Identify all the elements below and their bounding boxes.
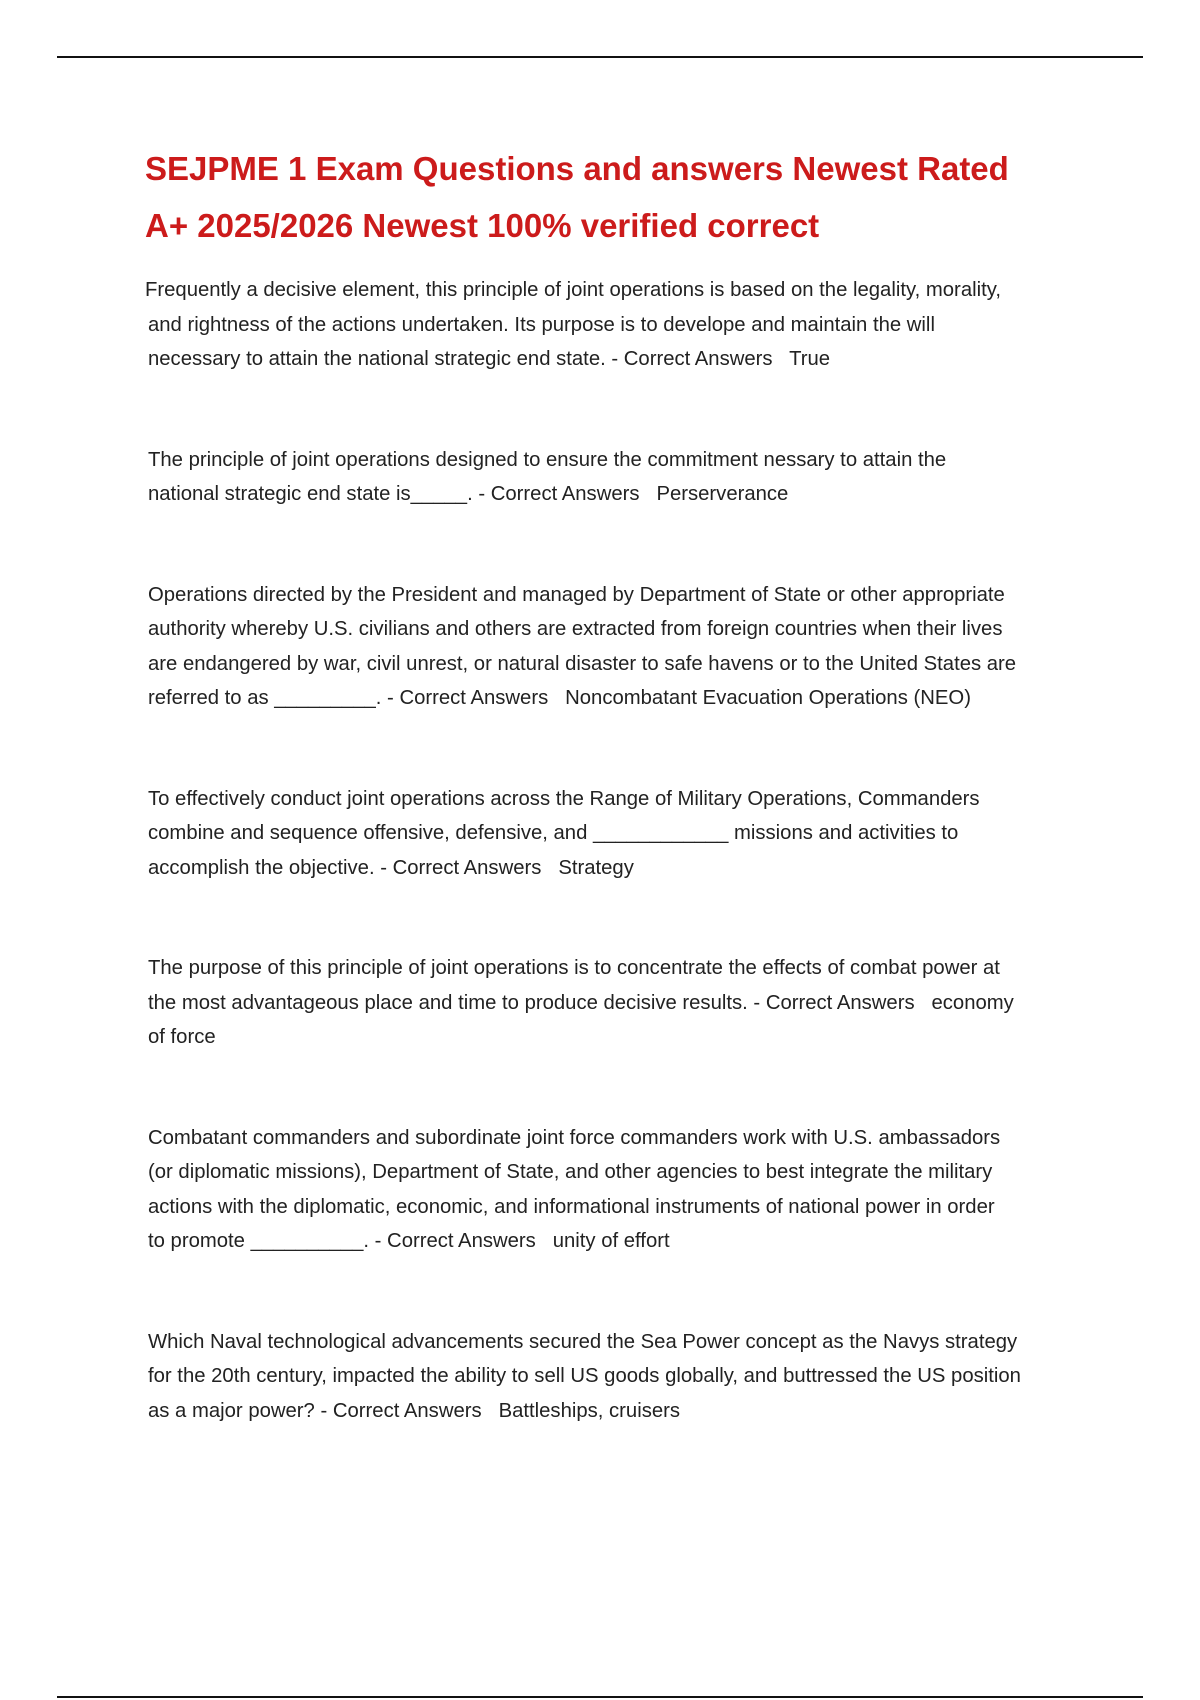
- question-text: necessary to attain the national strategic end state.: [148, 348, 606, 370]
- question-line-with-answer: [148, 1224, 1088, 1259]
- separator: -: [314, 1399, 333, 1422]
- qa-item: [148, 1121, 1088, 1259]
- question-line-with-answer: [148, 477, 1088, 512]
- qa-item: [148, 578, 1088, 716]
- separator: -: [747, 991, 766, 1014]
- answer-text: unity of effort: [552, 1230, 670, 1252]
- qa-item: [148, 443, 1088, 512]
- qa-item: [148, 782, 1088, 886]
- qa-item: [148, 951, 1088, 1055]
- question-line-with-answer: [145, 342, 1088, 377]
- answer-marker: Correct Answers: [332, 1399, 482, 1422]
- question-line-with-answer: [148, 851, 1088, 886]
- question-line-with-answer: [148, 986, 1088, 1021]
- separator: -: [605, 348, 624, 370]
- question-text: as a major power?: [148, 1399, 315, 1422]
- separator: -: [472, 483, 491, 505]
- question-line: Combatant commanders and subordinate joint force commanders work with U.S. ambassadors: [148, 1126, 1001, 1149]
- question-text: accomplish the objective.: [148, 856, 375, 879]
- question-line: actions with the diplomatic, economic, and informational instruments of national power in order: [148, 1195, 995, 1218]
- answer-text: Battleships, cruisers: [498, 1399, 681, 1422]
- question-text: the most advantageous place and time to produce decisive results.: [148, 991, 748, 1014]
- question-line: combine and sequence offensive, defensive, and ____________ missions and activities to: [148, 822, 959, 844]
- question-line-with-answer: [148, 681, 1088, 716]
- answer-text: Perserverance: [656, 483, 789, 505]
- question-line: and rightness of the actions undertaken. Its purpose is to develope and maintain the will: [148, 313, 935, 336]
- question-line: Operations directed by the President and managed by Department of State or other appropriate: [148, 583, 1005, 606]
- separator: -: [374, 856, 393, 879]
- top-rule: [57, 56, 1143, 58]
- qa-item: [145, 273, 1088, 377]
- question-line: authority whereby U.S. civilians and others are extracted from foreign countries when their lives: [148, 618, 1003, 640]
- question-line: are endangered by war, civil unrest, or natural disaster to safe havens or to the United States are: [148, 652, 1017, 675]
- question-text: to promote __________.: [148, 1230, 370, 1252]
- answer-marker: Correct Answers: [387, 1230, 536, 1252]
- answer-marker: Correct Answers: [623, 348, 773, 370]
- question-text: national strategic end state is_____.: [148, 483, 473, 505]
- answer-text: economy: [931, 991, 1014, 1014]
- question-line: The principle of joint operations designed to ensure the commitment nessary to attain the: [148, 448, 947, 471]
- bottom-rule: [57, 1696, 1143, 1698]
- question-line: To effectively conduct joint operations across the Range of Military Operations, Commanders: [148, 787, 980, 810]
- answer-text: Noncombatant Evacuation Operations (NEO): [565, 687, 971, 709]
- answer-marker: Correct Answers: [490, 483, 640, 505]
- qa-item: [148, 1325, 1088, 1429]
- question-line: Which Naval technological advancements secured the Sea Power concept as the Navys strategy: [148, 1330, 1018, 1353]
- answer-marker: Correct Answers: [765, 991, 915, 1014]
- answer-marker: Correct Answers: [399, 687, 549, 709]
- separator: -: [381, 687, 400, 709]
- answer-text: True: [789, 348, 831, 370]
- document-title: [145, 140, 1085, 254]
- answer-continuation: of force: [148, 1026, 216, 1048]
- question-line: The purpose of this principle of joint operations is to concentrate the effects of combat power at: [148, 957, 1000, 979]
- answer-marker: Correct Answers: [392, 856, 542, 879]
- question-line-with-answer: [148, 1394, 1088, 1429]
- question-line: Frequently a decisive element, this principle of joint operations is based on the legality, morality,: [145, 279, 1002, 301]
- question-text: referred to as _________.: [148, 687, 382, 709]
- qa-list: [145, 273, 1088, 1428]
- title-line-2: A+ 2025/2026 Newest 100% verified correct: [145, 207, 820, 244]
- separator: -: [369, 1230, 388, 1252]
- title-line-1: SEJPME 1 Exam Questions and answers Newest Rated: [145, 150, 1009, 187]
- answer-text: Strategy: [558, 856, 634, 879]
- question-line: for the 20th century, impacted the ability to sell US goods globally, and buttressed the US position: [148, 1365, 1021, 1387]
- question-line: (or diplomatic missions), Department of State, and other agencies to best integrate the military: [148, 1161, 993, 1183]
